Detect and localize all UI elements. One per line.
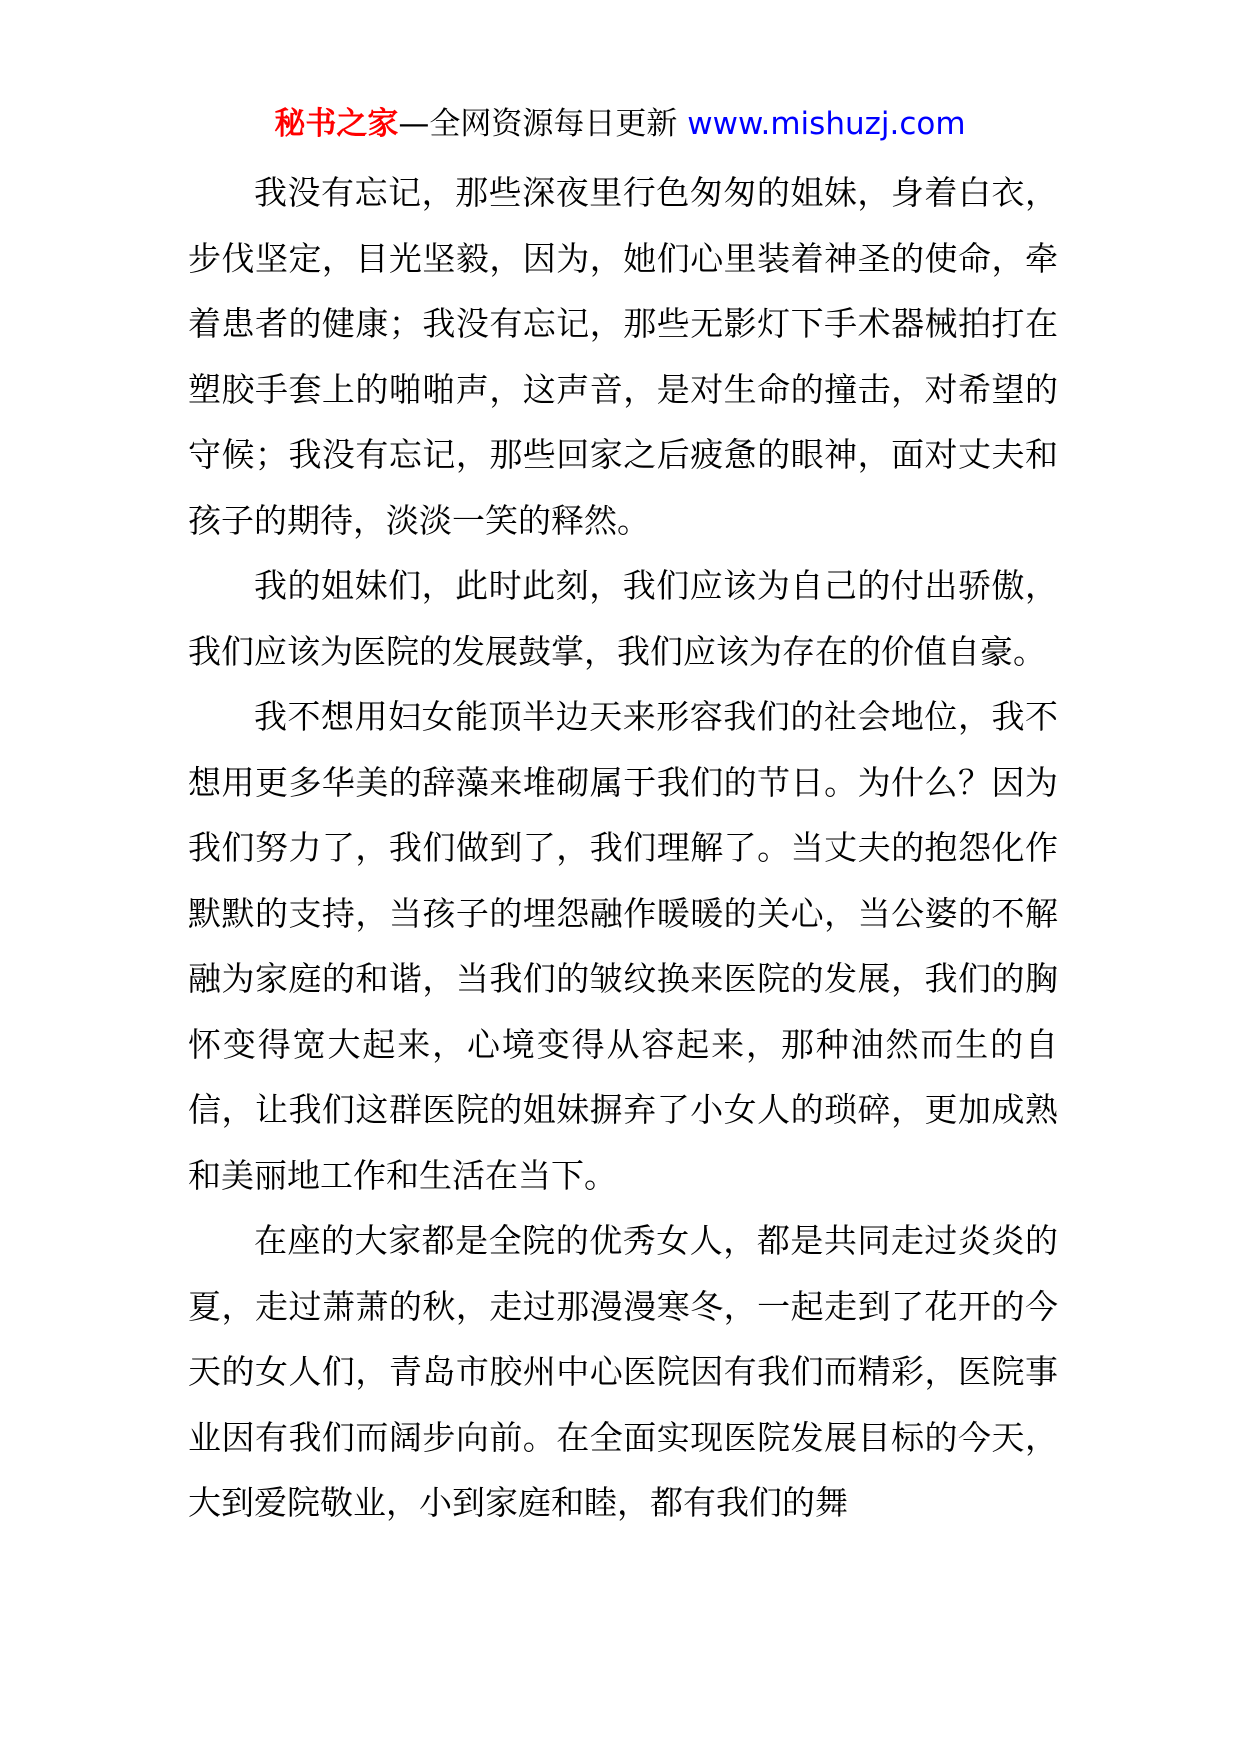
paragraph-2: 我的姐妹们，此时此刻，我们应该为自己的付出骄傲，我们应该为医院的发展鼓掌，我们应该为存在的价值自豪。 (188, 566, 1058, 671)
paragraph-4: 在座的大家都是全院的优秀女人，都是共同走过炎炎的夏，走过萧萧的秋，走过那漫漫寒冬，一起走到了花开的今天的女人们，青岛市胶州中心医院因有我们而精彩，医院事业因有我们而阔步向前。在全面实现医院发展目标的今天，大到爱院敬业，小到家庭和睦，都有我们的舞 (188, 1221, 1058, 1522)
paragraph-1: 我没有忘记，那些深夜里行色匆匆的姐妹，身着白衣，步伐坚定，目光坚毅，因为，她们心里装着神圣的使命，牵着患者的健康；我没有忘记，那些无影灯下手术器械拍打在塑胶手套上的啪啪声，这声音，是对生命的撞击，对希望的守候；我没有忘记，那些回家之后疲惫的眼神，面对丈夫和孩子的期待，淡淡一笑的释然。 (188, 173, 1058, 540)
page-header (0, 104, 1240, 144)
header-tagline: —全网资源每日更新 (398, 106, 688, 142)
header-url-link[interactable]: www.mishuzj.com (687, 106, 966, 142)
header-brand: 秘书之家 (274, 106, 399, 142)
paragraph-3: 我不想用妇女能顶半边天来形容我们的社会地位，我不想用更多华美的辞藻来堆砌属于我们的节日。为什么？因为我们努力了，我们做到了，我们理解了。当丈夫的抱怨化作默默的支持，当孩子的埋怨融作暖暖的关心，当公婆的不解融为家庭的和谐，当我们的皱纹换来医院的发展，我们的胸怀变得宽大起来，心境变得从容起来，那种油然而生的自信，让我们这群医院的姐妹摒弃了小女人的琐碎，更加成熟和美丽地工作和生活在当下。 (188, 697, 1058, 1195)
document-body (188, 160, 1058, 1536)
